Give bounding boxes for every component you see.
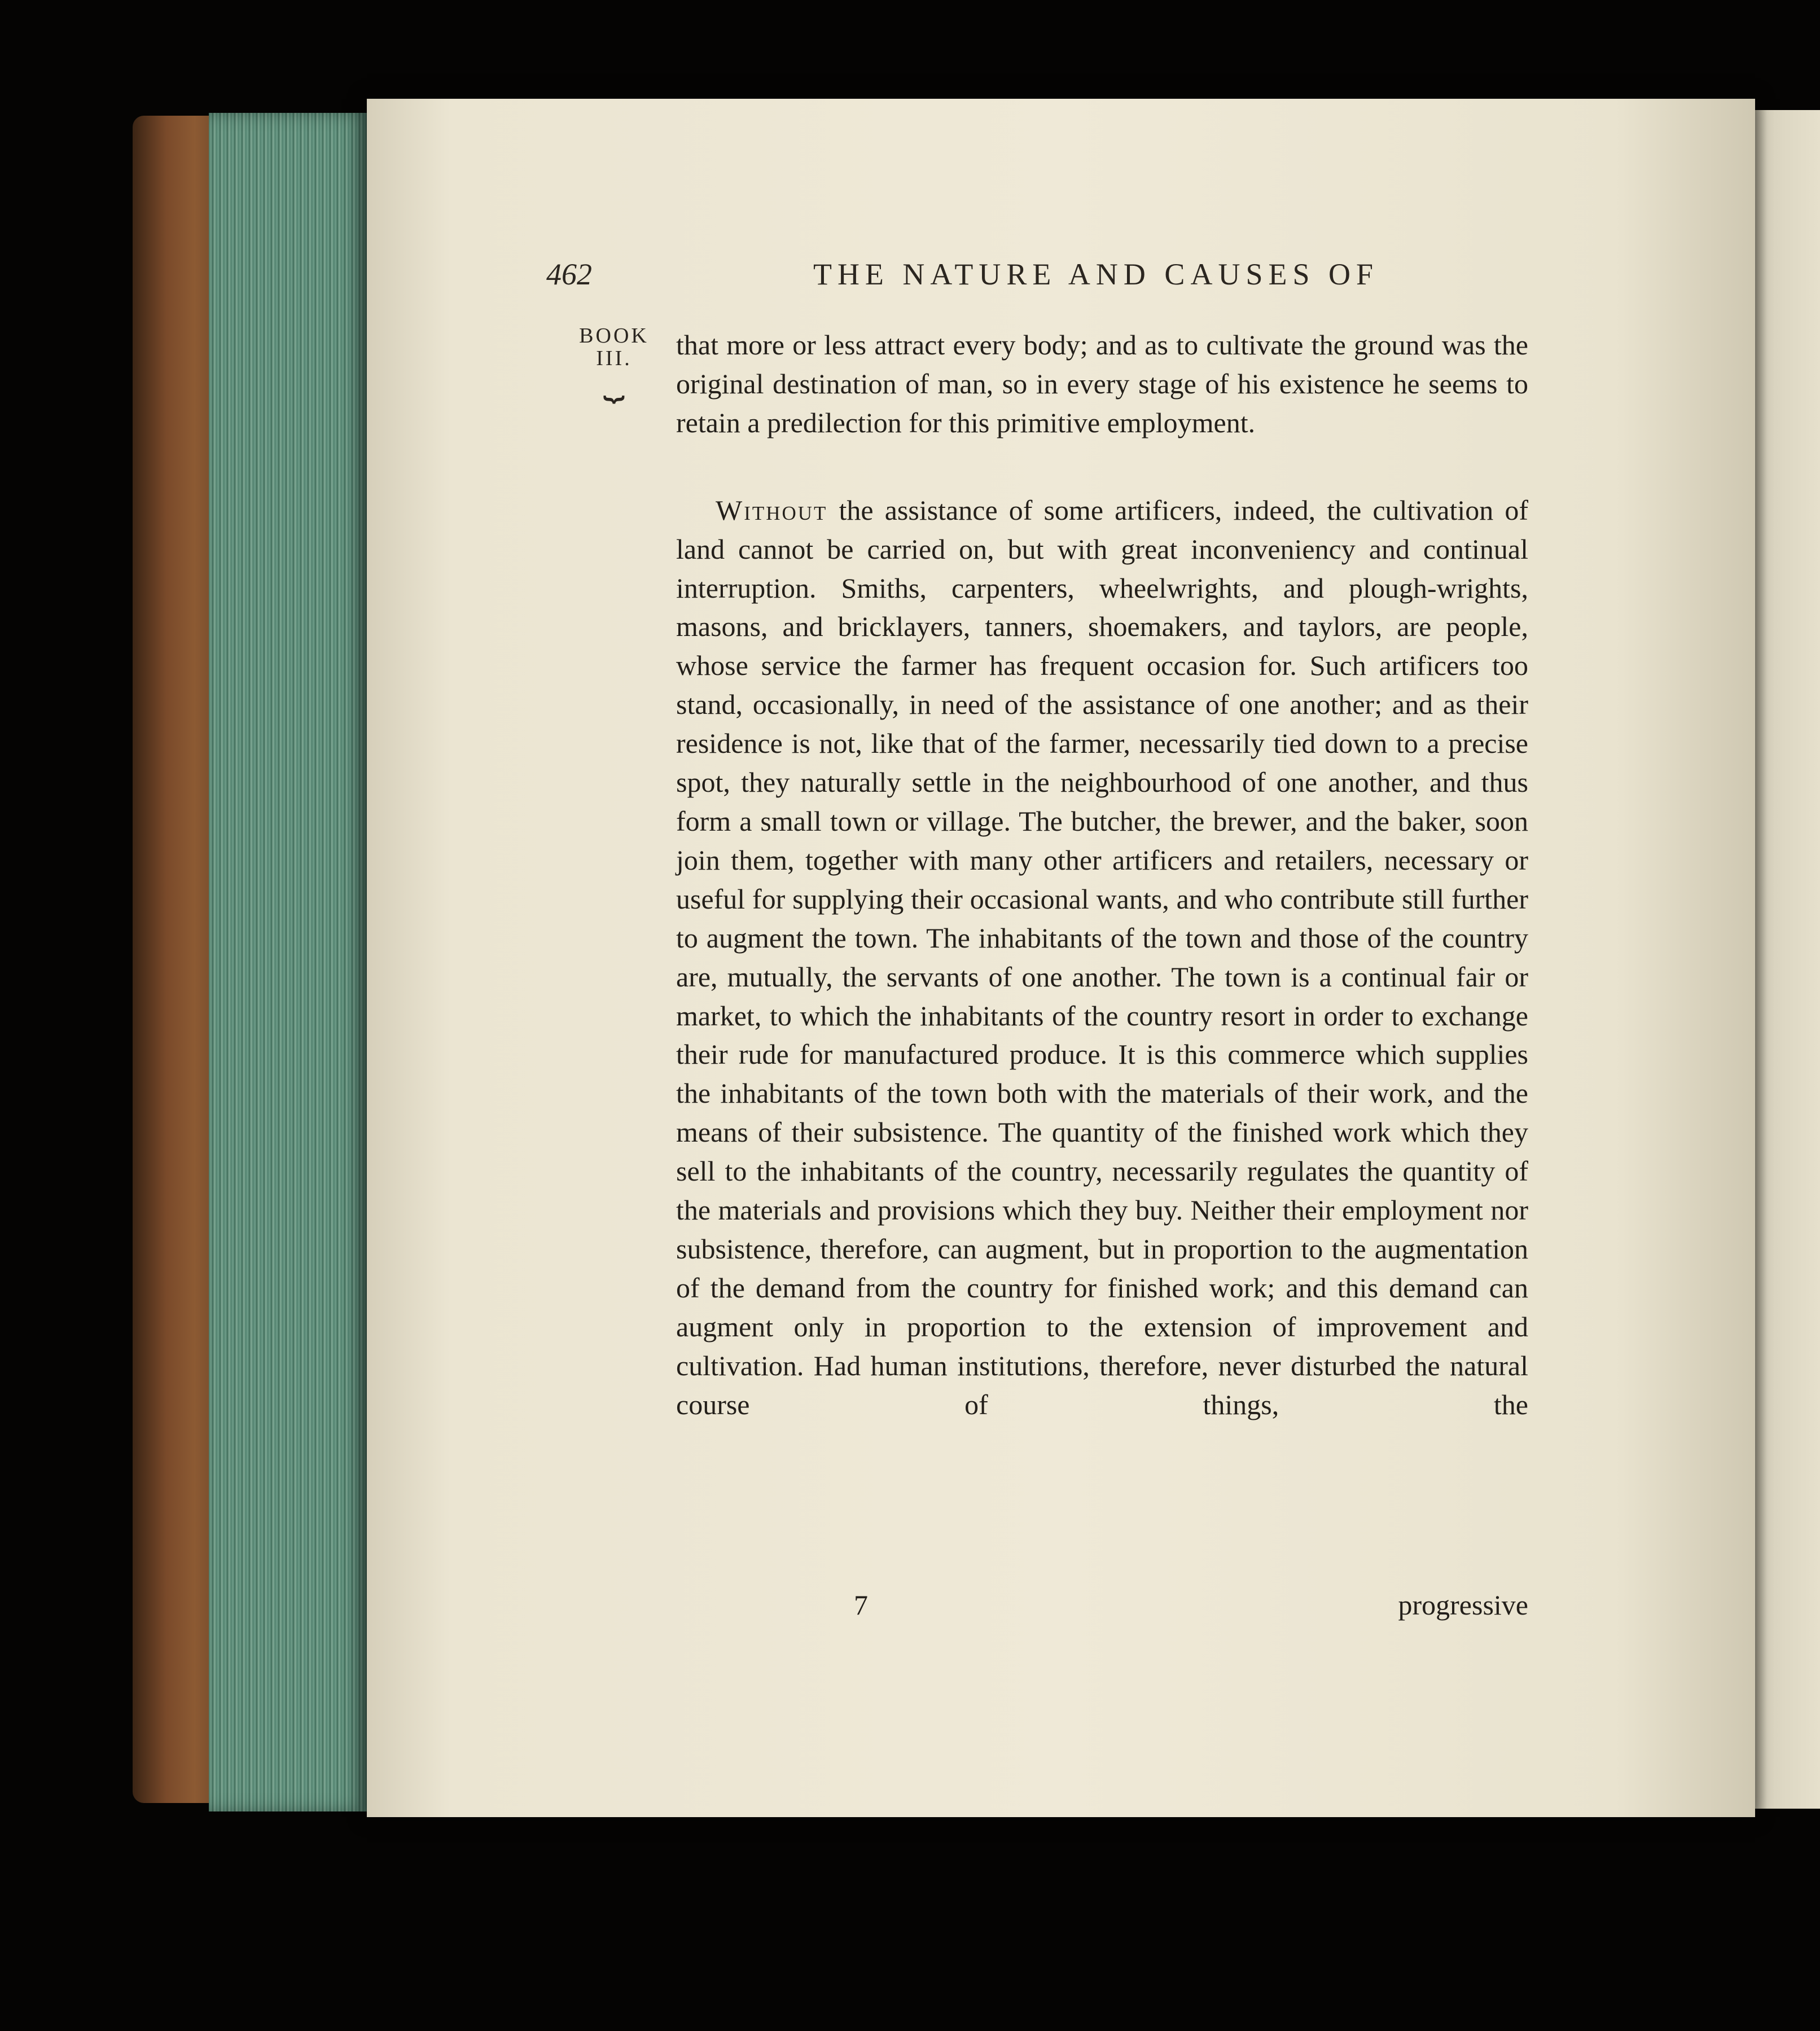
signature-mark: 7 (854, 1589, 868, 1621)
paragraph-2 (676, 491, 1528, 1424)
book-part: III. (596, 346, 632, 370)
facing-page-edge (1749, 110, 1820, 1809)
marginal-note (563, 324, 665, 401)
paragraph-1: that more or less attract every body; and as to cultivate the ground was the original destination of man, so in every stage of his existence he seems to retain a predilection for this primitive employment. (676, 329, 1528, 438)
body-text (676, 326, 1528, 1424)
page-edges (209, 113, 370, 1811)
page-footer (676, 1589, 1528, 1628)
book-label: BOOK (579, 324, 649, 348)
catchword: progressive (1398, 1589, 1528, 1621)
paragraph-lead: Without (716, 494, 828, 526)
page-number: 462 (546, 257, 592, 291)
running-title: THE NATURE AND CAUSES OF (813, 257, 1379, 291)
page-header (546, 257, 1538, 302)
brace-ornament: ⏟ (603, 361, 625, 401)
paragraph-2-text: the assistance of some artificers, indeed, the cultivation of land cannot be carried on, but with great inconveniency and continual interruption. Smiths, carpenters, wheelwrights, and plough-wrights, masons, and bricklayers, tanners, shoemakers, and taylors, are people, whose service the farmer has frequent occasion for. Such artificers too stand, occasionally, in need of the assistance of one another; and as their residence is not, like that of the farmer, necessarily tied down to a precise spot, they naturally settle in the neighbourhood of one another, and thus form a small town or village. The butcher, the brewer, and the baker, soon join them, together with many other artificers and retailers, necessary or useful for supplying their occasional wants, and who contribute still further to augment the town. The inhabitants of the town and those of the country are, mutually, the servants of one another. The town is a continual fair or market, to which the inhabitants of the country resort in order to exchange their rude for manufactured produce. It is this commerce which supplies the inhabitants of the town both with the materials of their work, and the means of their subsistence. The quantity of the finished work which they sell to the inhabitants of the country, necessarily regulates the quantity of the materials and provisions which they buy. Neither their employment nor subsistence, therefore, can augment, but in proportion to the augmentation of the demand from the country for finished work; and this demand can augment only in proportion to the extension of improvement and cultivation. Had human institutions, therefore, never disturbed the natural course of things, the (676, 494, 1528, 1420)
